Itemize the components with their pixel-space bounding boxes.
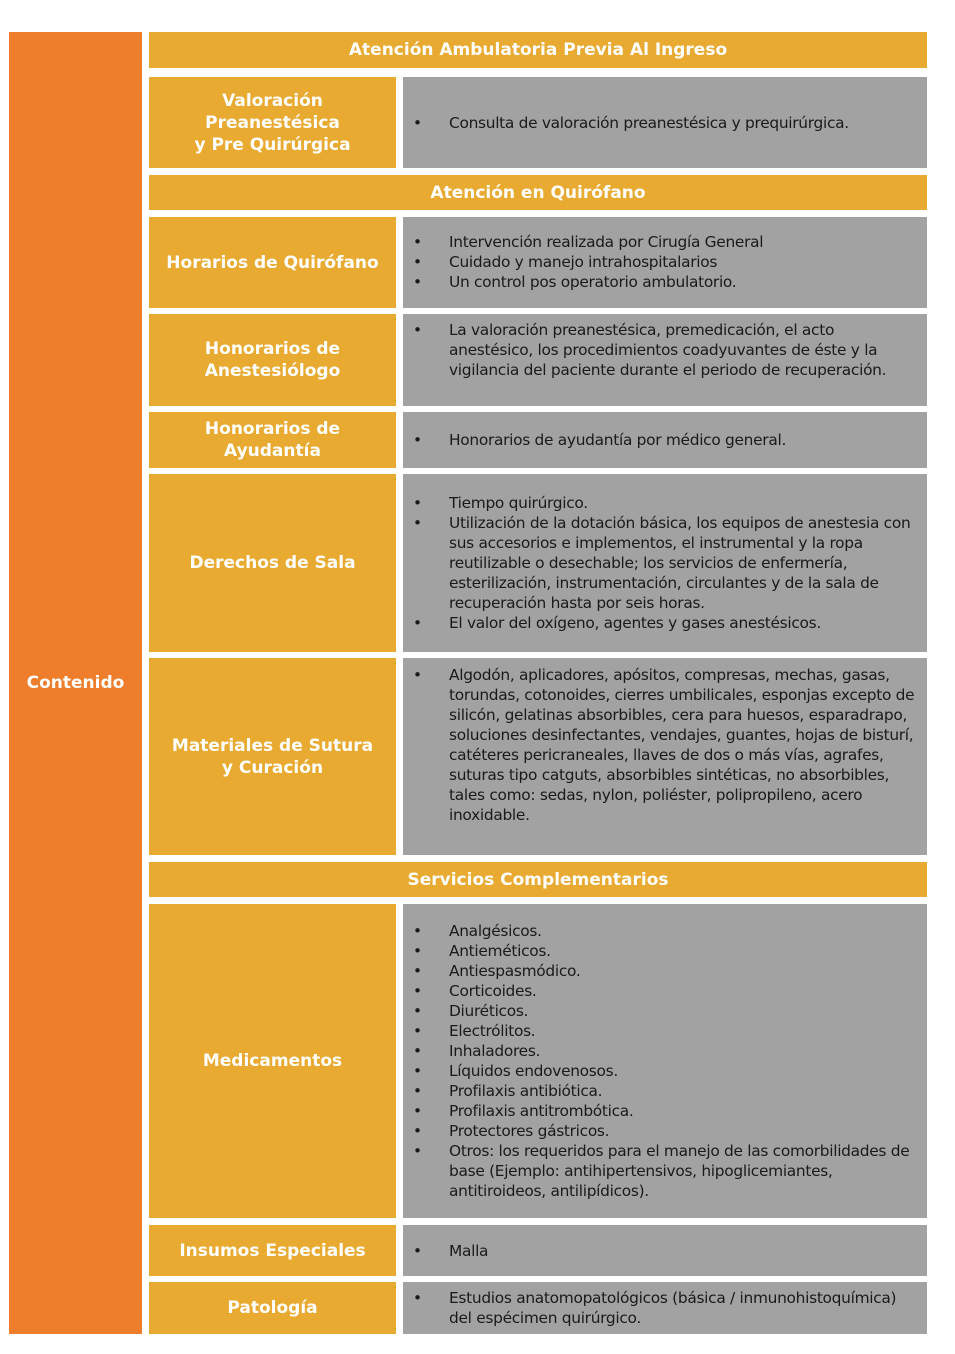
list-item: • Malla — [411, 1241, 917, 1261]
list-item: • Profilaxis antitrombótica. — [411, 1101, 917, 1121]
list-item: • La valoración preanestésica, premedicación, el acto anestésico, los procedimientos coadyuvantes de éste y la vigilancia del paciente durante el periodo de recuperación. — [411, 320, 917, 380]
row-label: Materiales de Sutura y Curación — [149, 658, 396, 855]
section-header-operating-room: Atención en Quirófano — [149, 175, 927, 210]
list-item: • Líquidos endovenosos. — [411, 1061, 917, 1081]
side-label: Contenido — [26, 673, 125, 693]
row-label: Valoración Preanestésica y Pre Quirúrgica — [149, 77, 396, 168]
list-item: • Algodón, aplicadores, apósitos, compresas, mechas, gasas, torundas, cotonoides, cierres umbilicales, esponjas excepto de silicón, gelatinas absorbibles, cera para huesos, esparadrapo, soluciones desinfectantes, vendajes, guantes, hojas de bisturí, catéteres pericraneales, llaves de dos o más vías, agrafes, suturas tipo catguts, absorbibles sintéticas, no absorbibles, tales como: sedas, nylon, poliéster, polipropileno, acero inoxidable. — [411, 665, 921, 825]
row-label: Honorarios de Ayudantía — [149, 412, 396, 468]
list-item: • Diuréticos. — [411, 1001, 917, 1021]
list-item: • Utilización de la dotación básica, los equipos de anestesia con sus accesorios e implementos, el instrumental y la ropa reutilizable o desechable; los servicios de enfermería, esterilización, instrumentación, circulantes y de la sala de recuperación hasta por seis horas. — [411, 513, 917, 613]
list-item: • Un control pos operatorio ambulatorio. — [411, 272, 917, 292]
list-item: • Consulta de valoración preanestésica y prequirúrgica. — [411, 113, 917, 133]
list-item: • Honorarios de ayudantía por médico general. — [411, 430, 917, 450]
side-label-bar — [9, 32, 142, 1334]
list-item: • Antiespasmódico. — [411, 961, 917, 981]
row-content — [403, 474, 927, 652]
list-item: • Intervención realizada por Cirugía General — [411, 232, 917, 252]
row-label: Derechos de Sala — [149, 474, 396, 652]
row-content — [403, 904, 927, 1218]
row-content — [403, 1225, 927, 1276]
row-content — [403, 1282, 927, 1334]
list-item: • Estudios anatomopatológicos (básica / inmunohistoquímica) del espécimen quirúrgico. — [411, 1288, 917, 1328]
row-label: Horarios de Quirófano — [149, 217, 396, 308]
list-item: • Analgésicos. — [411, 921, 917, 941]
list-item: • Protectores gástricos. — [411, 1121, 917, 1141]
row-content — [403, 658, 927, 855]
row-content — [403, 314, 927, 406]
list-item: • Profilaxis antibiótica. — [411, 1081, 917, 1101]
list-item: • Antieméticos. — [411, 941, 917, 961]
section-header-complementary: Servicios Complementarios — [149, 862, 927, 897]
list-item: • Corticoides. — [411, 981, 917, 1001]
row-content — [403, 412, 927, 468]
row-label: Medicamentos — [149, 904, 396, 1218]
list-item: • Inhaladores. — [411, 1041, 917, 1061]
section-header-ambulatory: Atención Ambulatoria Previa Al Ingreso — [149, 32, 927, 68]
row-label: Honorarios de Anestesiólogo — [149, 314, 396, 406]
row-label: Insumos Especiales — [149, 1225, 396, 1276]
list-item: • Electrólitos. — [411, 1021, 917, 1041]
row-content — [403, 217, 927, 308]
list-item: • Cuidado y manejo intrahospitalarios — [411, 252, 917, 272]
list-item: • Otros: los requeridos para el manejo de las comorbilidades de base (Ejemplo: antihipertensivos, hipoglicemiantes, antitiroideos, antilipídicos). — [411, 1141, 917, 1201]
row-label: Patología — [149, 1282, 396, 1334]
row-content — [403, 77, 927, 168]
list-item: • El valor del oxígeno, agentes y gases anestésicos. — [411, 613, 917, 633]
list-item: • Tiempo quirúrgico. — [411, 493, 917, 513]
